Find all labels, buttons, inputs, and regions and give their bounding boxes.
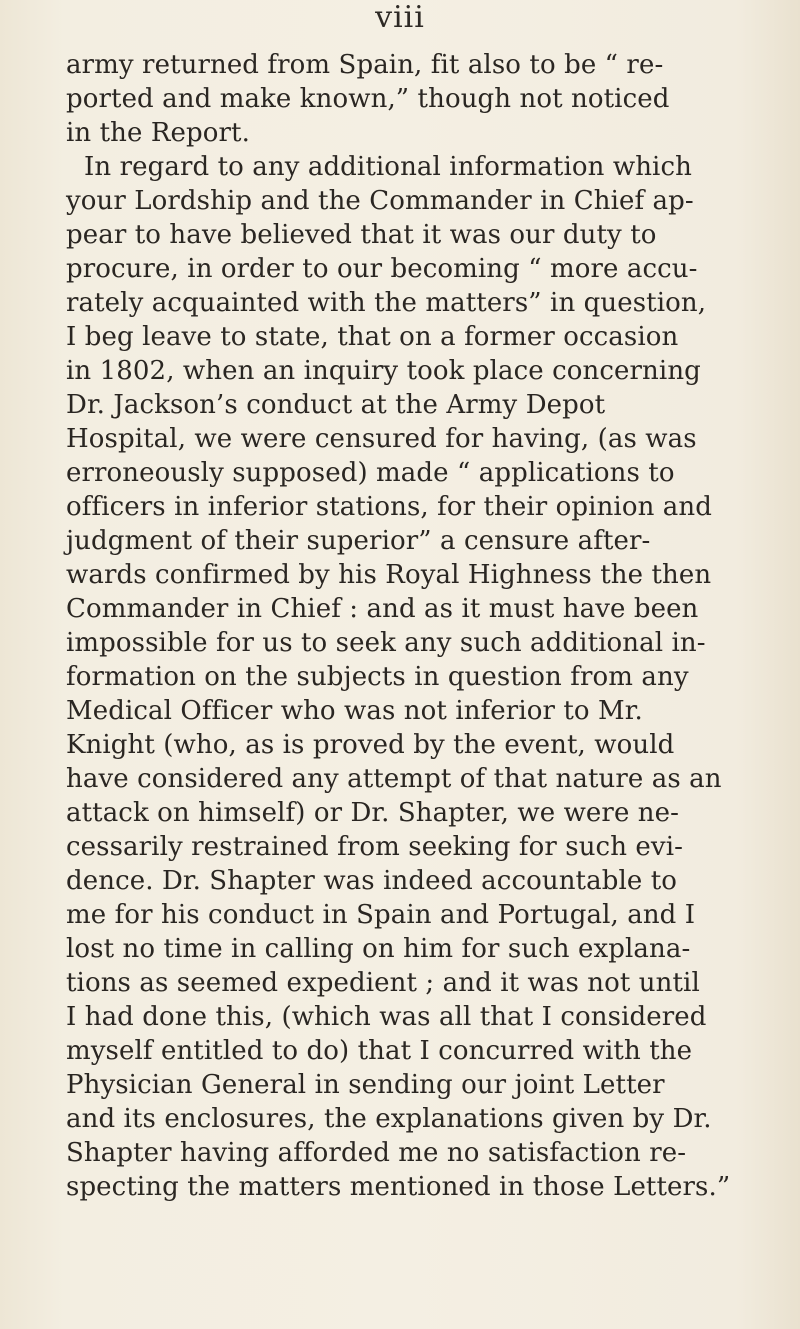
- text-line: formation on the subjects in question from any: [66, 662, 689, 692]
- text-line: I had done this, (which was all that I considered: [66, 1002, 707, 1032]
- text-line: I beg leave to state, that on a former occasion: [66, 322, 679, 352]
- text-line: and its enclosures, the explanations given by Dr.: [66, 1104, 712, 1134]
- text-line: procure, in order to our becoming “ more accu-: [66, 254, 698, 284]
- text-line: Dr. Jackson’s conduct at the Army Depot: [66, 390, 606, 420]
- text-line: Physician General in sending our joint Letter: [66, 1070, 665, 1100]
- text-line: officers in inferior stations, for their opinion and: [66, 492, 712, 522]
- text-line: Knight (who, as is proved by the event, would: [66, 730, 675, 760]
- text-line: Hospital, we were censured for having, (as was: [66, 424, 697, 454]
- text-line: Shapter having afforded me no satisfaction re-: [66, 1138, 687, 1168]
- text-line: impossible for us to seek any such additional in-: [66, 628, 706, 658]
- text-line: in the Report.: [66, 118, 250, 148]
- text-line: lost no time in calling on him for such explana-: [66, 934, 691, 964]
- text-line: erroneously supposed) made “ applications to: [66, 458, 675, 488]
- body-text: [66, 48, 796, 1204]
- text-line: myself entitled to do) that I concurred with the: [66, 1036, 693, 1066]
- text-line: have considered any attempt of that nature as an: [66, 764, 722, 794]
- text-line: dence. Dr. Shapter was indeed accountable to: [66, 866, 678, 896]
- text-line: ported and make known,” though not noticed: [66, 84, 670, 114]
- page-number: viii: [375, 0, 425, 35]
- text-line: pear to have believed that it was our duty to: [66, 220, 657, 250]
- text-line: in 1802, when an inquiry took place concerning: [66, 356, 701, 386]
- text-line: Medical Officer who was not inferior to Mr.: [66, 696, 643, 726]
- text-line: Commander in Chief : and as it must have been: [66, 594, 699, 624]
- text-line: your Lordship and the Commander in Chief ap-: [66, 186, 694, 216]
- text-line: judgment of their superior” a censure after-: [66, 526, 651, 556]
- text-line: wards confirmed by his Royal Highness the then: [66, 560, 712, 590]
- text-line: attack on himself) or Dr. Shapter, we were ne-: [66, 798, 680, 828]
- text-line: me for his conduct in Spain and Portugal, and I: [66, 900, 696, 930]
- text-line: army returned from Spain, fit also to be “ re-: [66, 50, 664, 80]
- paragraph-start-line: In regard to any additional information which: [84, 152, 692, 182]
- text-line: rately acquainted with the matters” in question,: [66, 288, 707, 318]
- text-line: cessarily restrained from seeking for such evi-: [66, 832, 684, 862]
- text-line: specting the matters mentioned in those Letters.”: [66, 1172, 731, 1202]
- text-line: tions as seemed expedient ; and it was not until: [66, 968, 700, 998]
